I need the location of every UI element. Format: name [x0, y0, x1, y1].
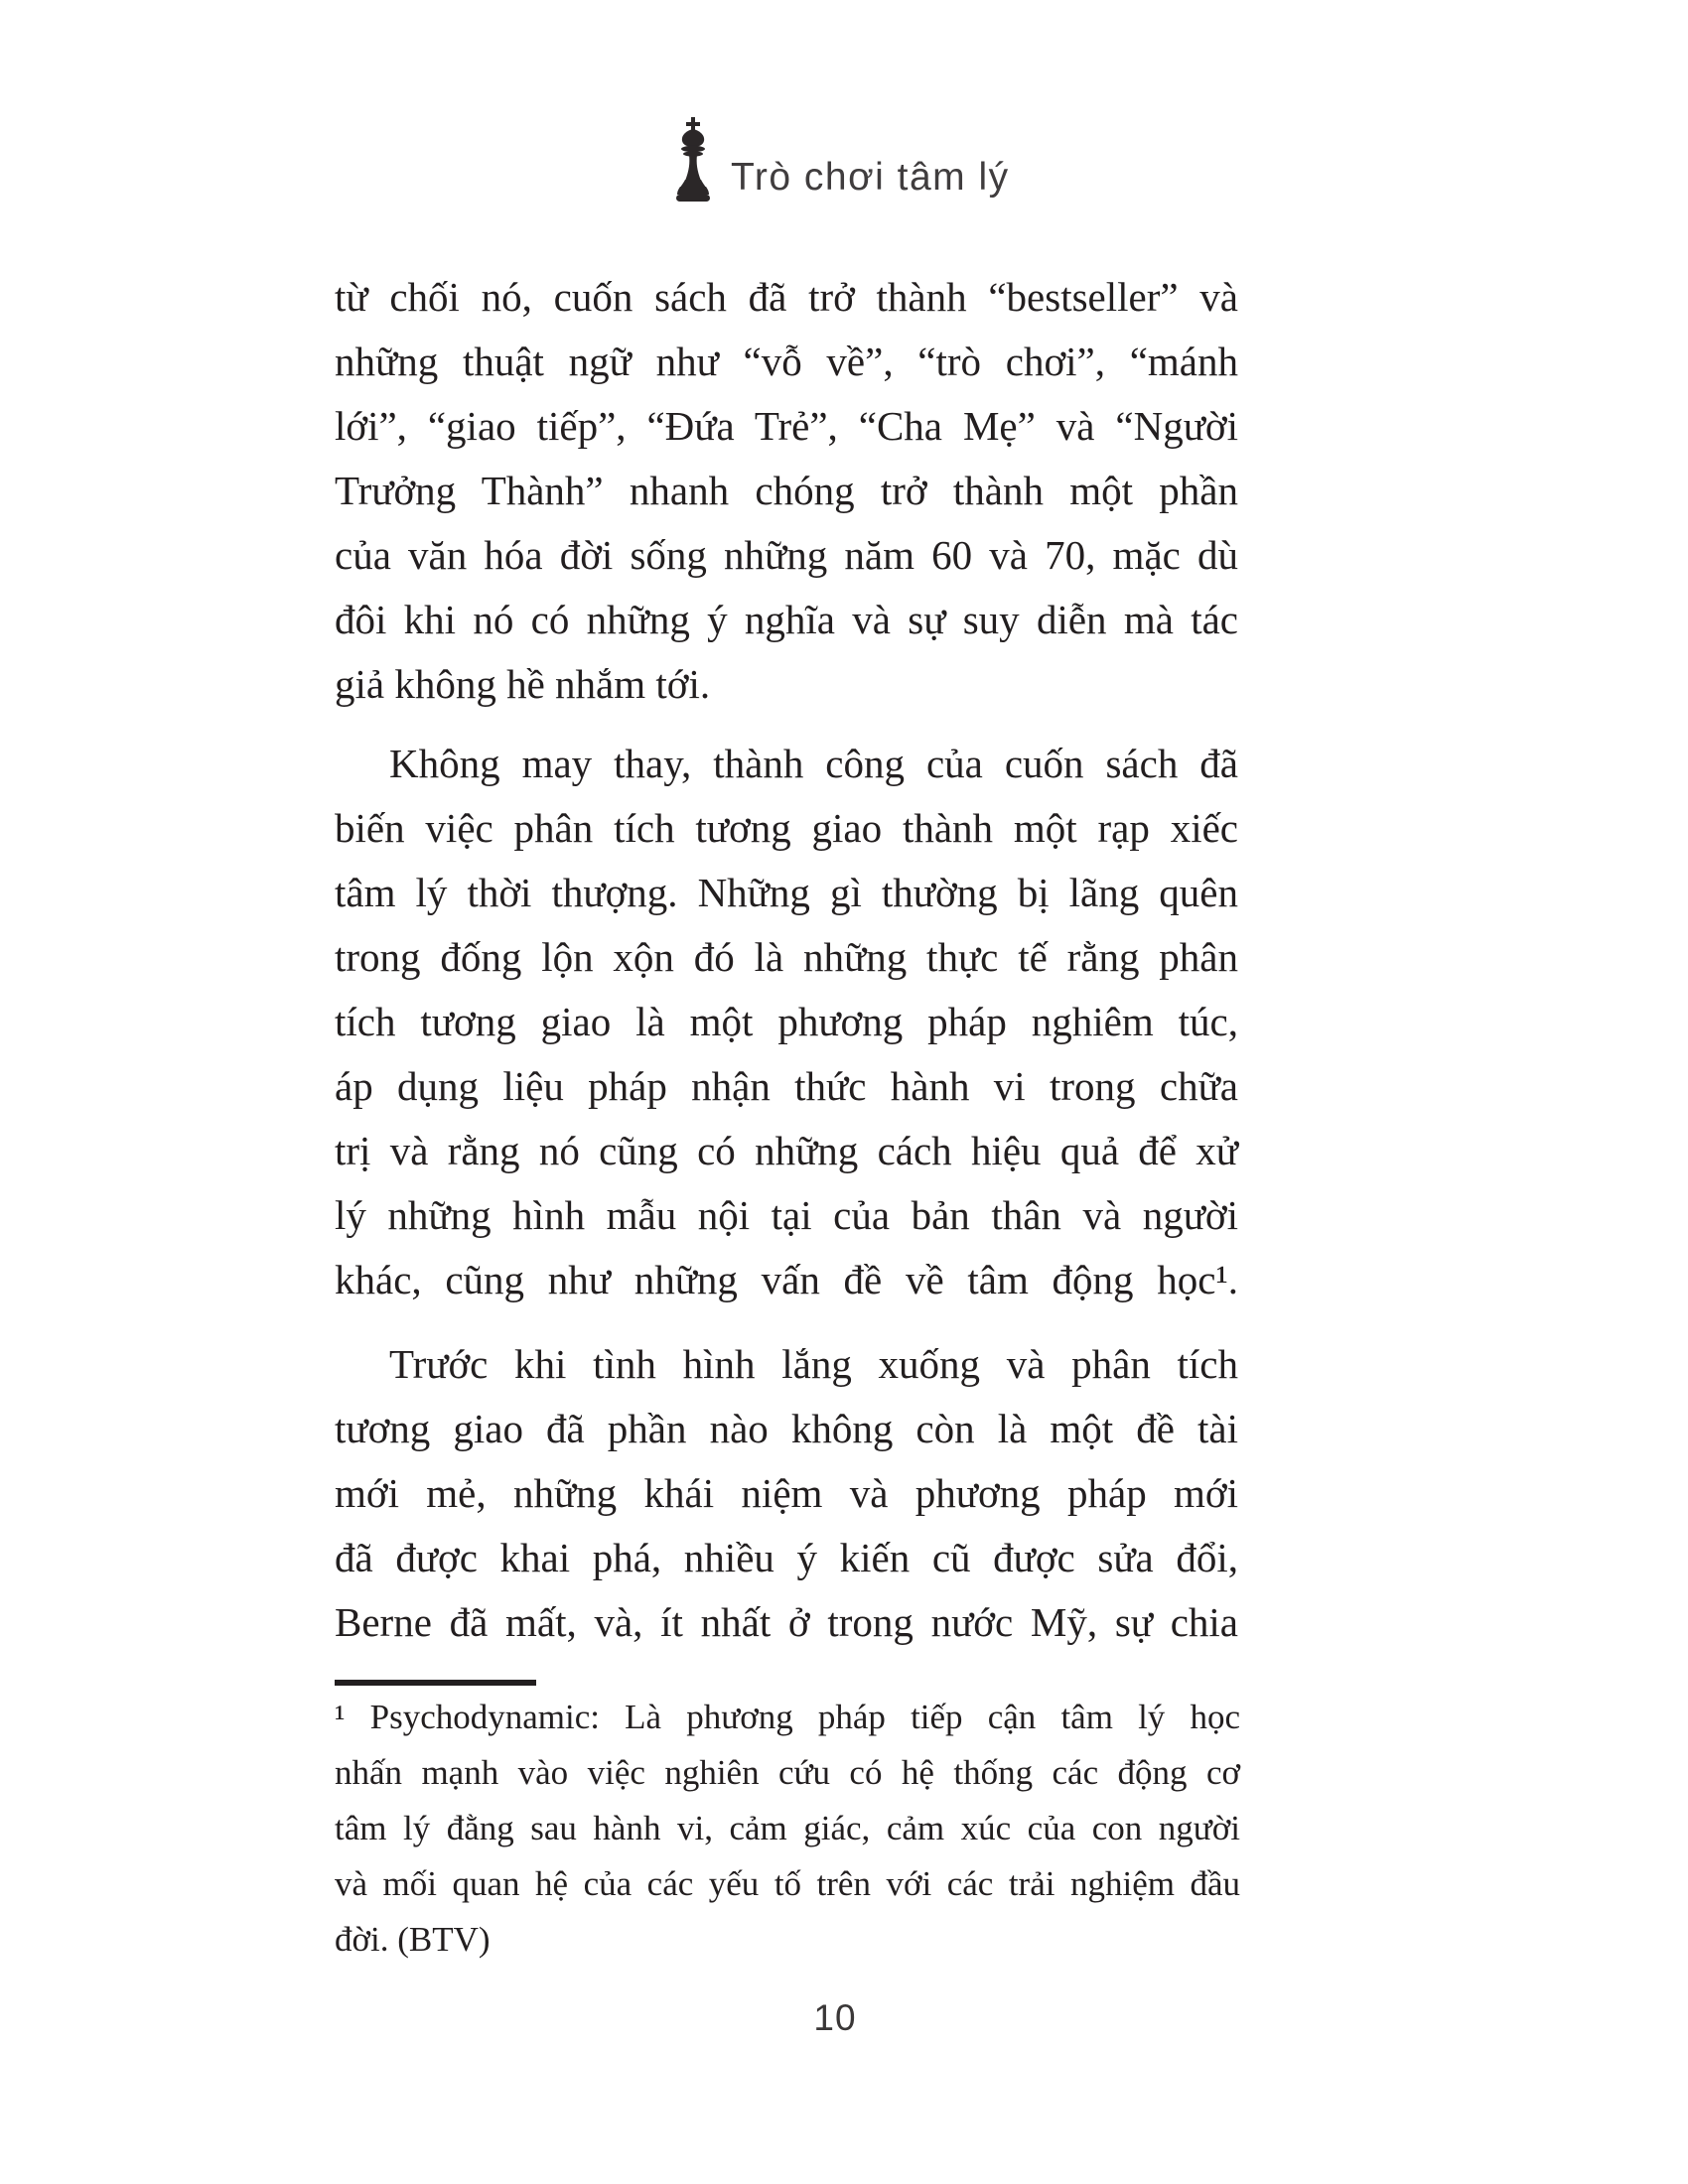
footnote-separator — [335, 1680, 536, 1686]
text-line: giả không hề nhắm tới. — [335, 661, 711, 707]
paragraph — [335, 265, 1238, 717]
text-line: của văn hóa đời sống những năm 60 và 70, mặc dù — [335, 532, 1238, 578]
paragraph — [335, 1332, 1238, 1655]
text-line: tương giao đã phần nào không còn là một đề tài — [335, 1406, 1238, 1451]
text-line: những thuật ngữ như “vỗ về”, “trò chơi”, “mánh — [335, 339, 1238, 384]
text-line: khác, cũng như những vấn đề về tâm động học¹. — [335, 1257, 1238, 1302]
text-line: lý những hình mẫu nội tại của bản thân và người — [335, 1192, 1238, 1238]
text-line: tích tương giao là một phương pháp nghiêm túc, — [335, 999, 1238, 1044]
text-line: áp dụng liệu pháp nhận thức hành vi trong chữa — [335, 1063, 1238, 1109]
text-line: mới mẻ, những khái niệm và phương pháp mới — [335, 1470, 1238, 1516]
text-line: biến việc phân tích tương giao thành một rạp xiếc — [335, 805, 1238, 851]
text-line: lới”, “giao tiếp”, “Đứa Trẻ”, “Cha Mẹ” và “Người — [335, 403, 1238, 449]
text-line: Trước khi tình hình lắng xuống và phân tích — [389, 1341, 1238, 1387]
footnote-line: nhấn mạnh vào việc nghiên cứu có hệ thống các động cơ — [335, 1753, 1240, 1792]
text-line: đã được khai phá, nhiều ý kiến cũ được sửa đổi, — [335, 1535, 1238, 1580]
text-line: tâm lý thời thượng. Những gì thường bị lãng quên — [335, 870, 1238, 915]
chess-king-icon — [671, 117, 715, 205]
footnote — [335, 1690, 1240, 1968]
text-line: trị và rằng nó cũng có những cách hiệu quả để xử — [335, 1128, 1238, 1173]
text-line: trong đống lộn xộn đó là những thực tế rằng phân — [335, 934, 1238, 980]
footnote-line: tâm lý đằng sau hành vi, cảm giác, cảm xúc của con người — [335, 1809, 1240, 1847]
text-line: đôi khi nó có những ý nghĩa và sự suy diễn mà tác — [335, 597, 1238, 642]
footnote-line: ¹ Psychodynamic: Là phương pháp tiếp cận tâm lý học — [335, 1698, 1240, 1736]
paragraph — [335, 732, 1238, 1312]
footnote-line: và mối quan hệ của các yếu tố trên với các trải nghiệm đầu — [335, 1864, 1240, 1903]
text-line: Trưởng Thành” nhanh chóng trở thành một phần — [335, 468, 1238, 513]
page-header — [671, 117, 1010, 205]
text-line: Không may thay, thành công của cuốn sách đã — [389, 741, 1238, 786]
footnote-line: đời. (BTV) — [335, 1920, 491, 1959]
text-line: Berne đã mất, và, ít nhất ở trong nước Mỹ, sự chia — [335, 1599, 1238, 1645]
book-title: Trò chơi tâm lý — [731, 156, 1010, 199]
page-number: 10 — [813, 1997, 857, 2038]
text-line: từ chối nó, cuốn sách đã trở thành “bestseller” và — [335, 274, 1238, 320]
page-body — [335, 265, 1238, 1655]
